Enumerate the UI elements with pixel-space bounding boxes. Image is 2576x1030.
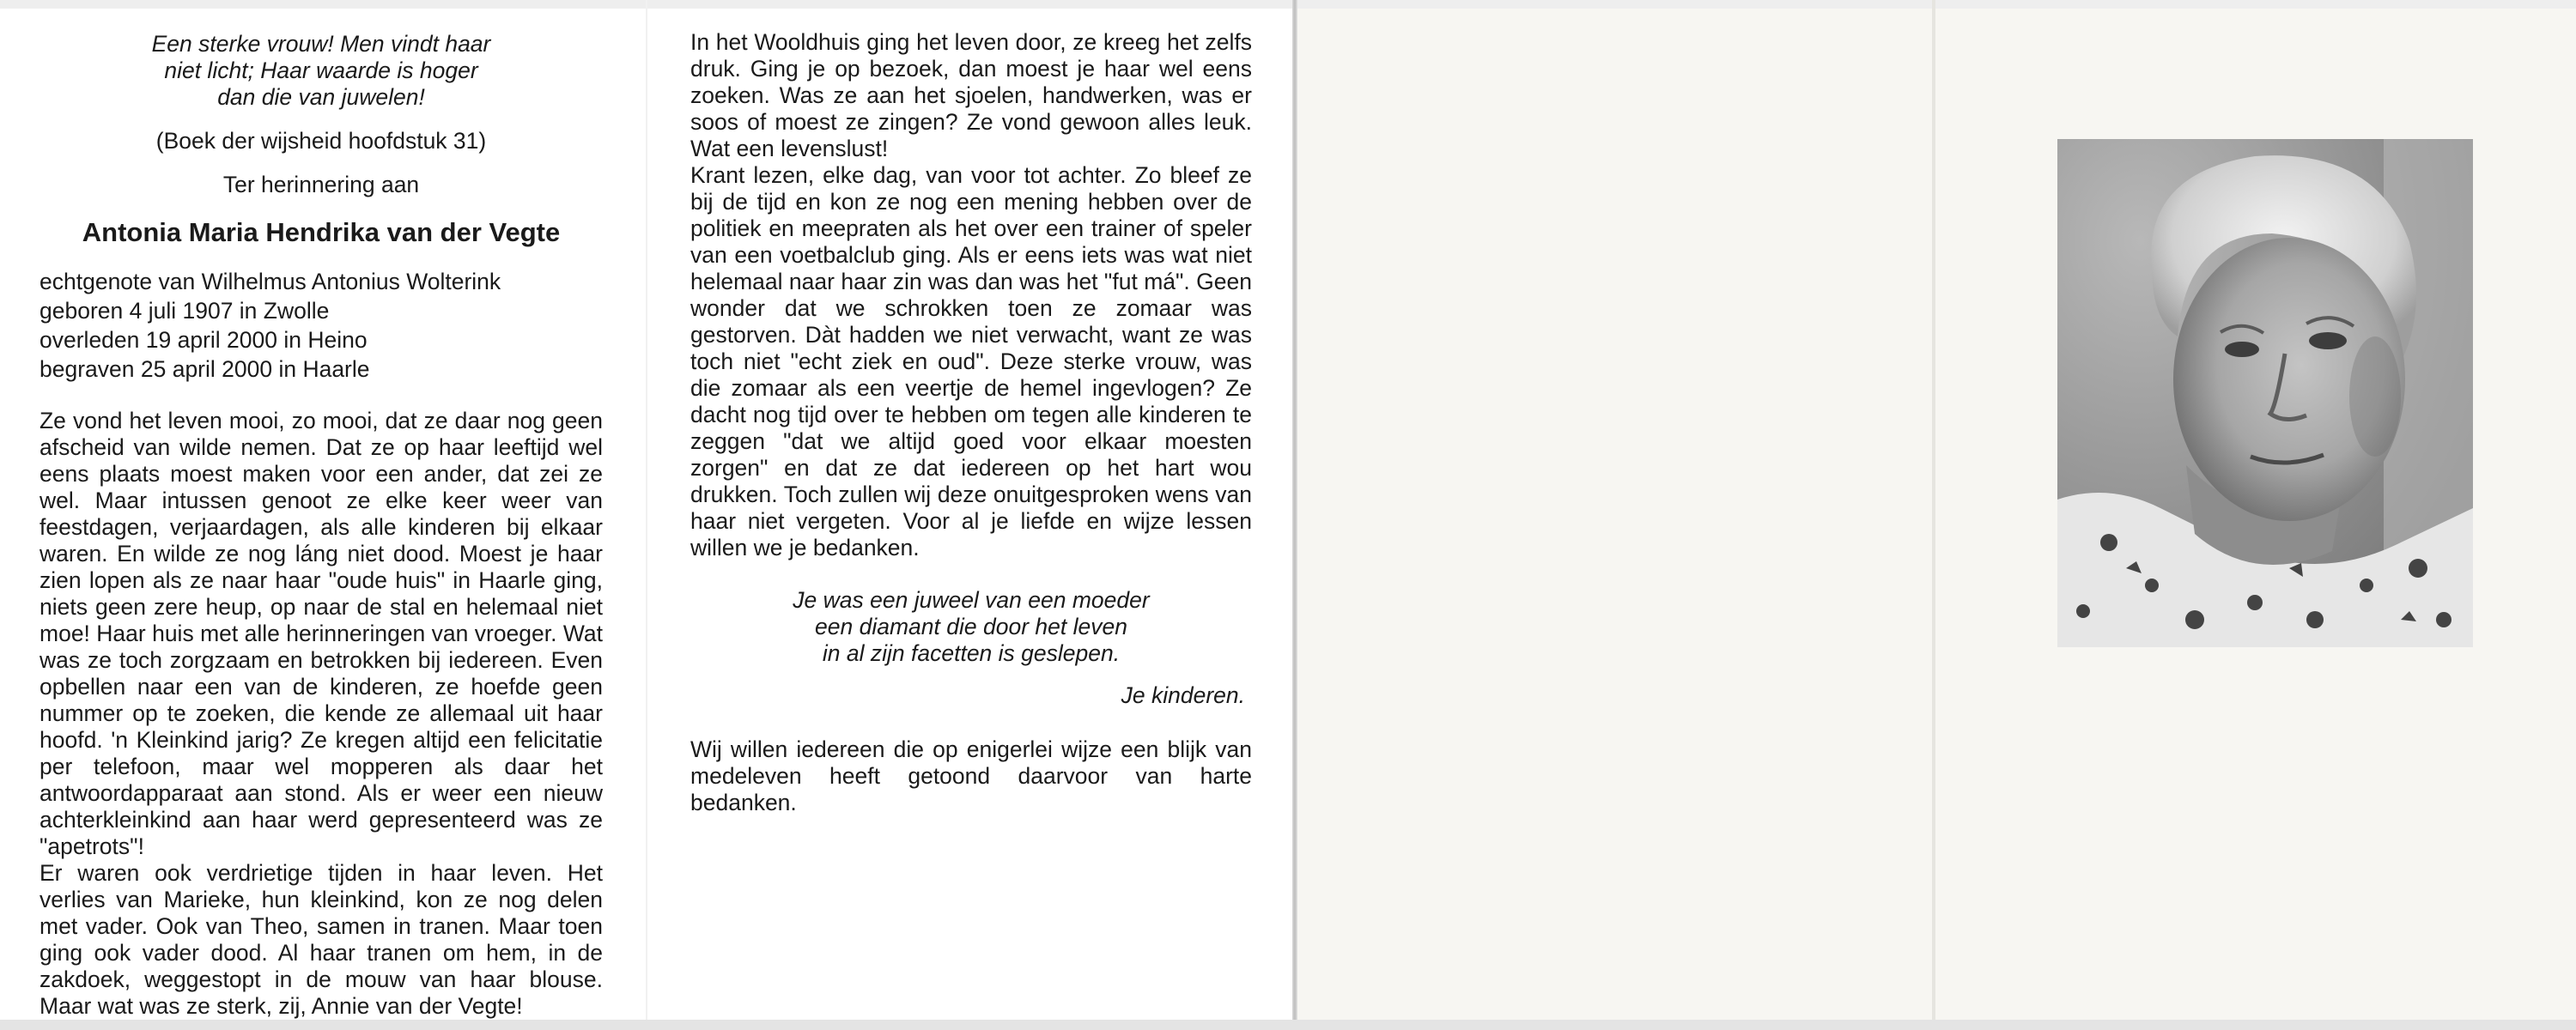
memorial-paragraph: In het Wooldhuis ging het leven door, ze kreeg het zelfs druk. Ging je op bezoek, dan moest je haar wel eens zoeken. Was ze aan het sjoelen, handwerken, was er soos of moest ze zingen? Ze vond gewoon alles leuk. Wat een levenslust!: [690, 29, 1252, 161]
thanks-note: Wij willen iedereen die op enigerlei wijze een blijk van medeleven heeft getoond daarvoor van harte bedanken.: [690, 736, 1252, 815]
memorial-paragraph: Ze vond het leven mooi, zo mooi, dat ze daar nog geen afscheid van wilde nemen. Dat ze op haar leeftijd wel eens plaats moest maken voor een ander, dat zei ze wel. Maar intussen genoot ze elke keer weer van feestdagen, verjaardagen, als alle kinderen bij elkaar waren. En wilde ze nog láng niet dood. Moest je haar zien lopen als ze naar haar "oude huis" in Haarle ging, niets geen zere heup, op naar de stal en helemaal niet moe! Haar huis met alle herinneringen van vroeger. Wat was ze toch zorgzaam en betrokken bij iedereen. Even opbellen naar een van de kinderen, ze hoefde geen nummer op te zoeken, die kende ze allemaal uit haar hoofd. 'n Kleinkind jarig? Ze kregen altijd een felicitatie per telefoon, maar wel mopperen als daar het antwoordapparaat aan stond. Als er weer een nieuw achterkleinkind aan haar werd gepresenteerd was ze "apetrots"!: [39, 408, 603, 859]
verse-line: Een sterke vrouw! Men vindt haar: [151, 31, 491, 57]
burial-line: begraven 25 april 2000 in Haarle: [39, 356, 370, 382]
poem-line: een diamant die door het leven: [815, 614, 1127, 639]
death-line: overleden 19 april 2000 in Heino: [39, 327, 368, 353]
memorial-paragraph: Krant lezen, elke dag, van voor tot achter. Zo bleef ze bij de tijd en kon ze nog een mening hebben over de politiek en meepraten als het over een trainer of speler van een voetbalclub ging. Als er eens iets was wat niet helemaal naar haar zin was dan was het "fut má". Geen wonder dat we schrokken toen ze zomaar was gestorven. Dàt hadden we niet verwacht, want ze was toch niet "echt ziek en oud". Deze sterke vrouw, was die zomaar als een veertje de hemel ingevlogen? Ze dacht nog tijd over te hebben om tegen alle kinderen te zeggen "dat we altijd goed voor elkaar moesten zorgen" en dat ze dat iedereen op het hart wou drukken. Toch zullen wij deze onuitgesproken wens van haar niet vergeten. Voor al je liefde en wijze lessen willen we je bedanken.: [690, 162, 1252, 560]
right-text-column: [690, 29, 1252, 816]
bottom-edge: [0, 1020, 2576, 1030]
deceased-name: Antonia Maria Hendrika van der Vegte: [82, 217, 561, 247]
birth-line: geboren 4 juli 1907 in Zwolle: [39, 298, 330, 324]
memory-intro: Ter herinnering aan: [222, 172, 420, 197]
verse-reference: (Boek der wijsheid hoofdstuk 31): [155, 128, 487, 154]
poem-line: Je was een juweel van een moeder: [793, 587, 1150, 613]
opening-verse: [39, 31, 603, 111]
life-facts: [39, 267, 603, 384]
left-text-column: [39, 31, 603, 1020]
fold-line-left: [646, 0, 647, 1030]
memorial-paragraph: Er waren ook verdrietige tijden in haar leven. Het verlies van Marieke, hun kleinkind, kon ze nog delen met vader. Ook van Theo, samen in tranen. Maar toen ging ook vader dood. Al haar tranen om hem, in de zakdoek, weggestopt in de mouw van haar blouse. Maar wat was ze sterk, zij, Annie van der Vegte!: [39, 860, 603, 1019]
signature: Je kinderen.: [1121, 682, 1245, 708]
verse-line: dan die van juwelen!: [217, 84, 425, 110]
card-spine: [1292, 0, 1297, 1030]
portrait-photo-icon: [2057, 139, 2473, 647]
poem-line: in al zijn facetten is geslepen.: [822, 640, 1121, 666]
portrait-photo-icon: [2057, 139, 2473, 647]
fold-line-right: [1932, 0, 1935, 1030]
spouse-line: echtgenote van Wilhelmus Antonius Wolterink: [39, 269, 501, 294]
verse-line: niet licht; Haar waarde is hoger: [164, 58, 478, 83]
closing-poem: [690, 587, 1252, 667]
top-edge: [0, 0, 2576, 9]
